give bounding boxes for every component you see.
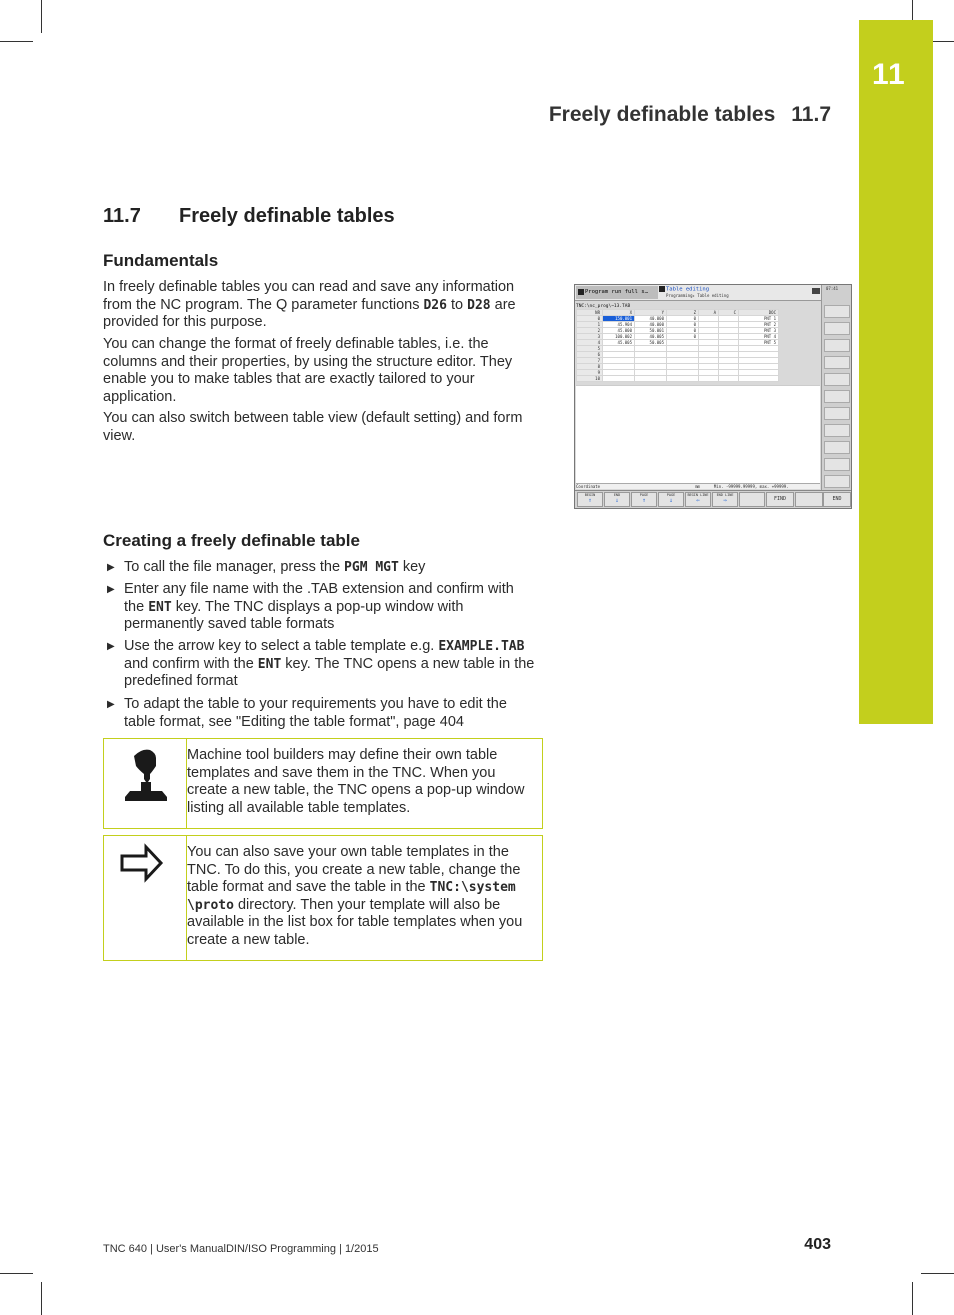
- b2-text-b: key. The TNC displays a pop-up window with permanently saved table formats: [124, 598, 464, 633]
- status-range: Min. -99999.99999, max. +99999.: [713, 484, 789, 489]
- table-cell[interactable]: 10: [577, 376, 603, 382]
- running-head-title: Freely definable tables: [548, 103, 776, 126]
- running-head: [549, 103, 831, 127]
- col-header: A: [699, 310, 719, 316]
- horizontal-softkey-bar: [575, 490, 851, 508]
- running-head-number: 11.7: [791, 103, 831, 126]
- vertical-softkey[interactable]: [824, 390, 850, 403]
- machine-note-box: [103, 738, 543, 829]
- b2-text-a: Enter any file name with the .TAB extension and confirm with the: [124, 581, 514, 615]
- table-cell[interactable]: 0: [667, 322, 699, 328]
- col-header: C: [719, 310, 739, 316]
- tip-arrow-icon: [104, 836, 186, 960]
- bullet-arrow-icon: ▶: [107, 584, 115, 595]
- fundamentals-paragraph-3: You can also switch between table view (default setting) and form view.: [103, 410, 523, 444]
- softkey-begin-line[interactable]: [685, 492, 711, 507]
- table-cell[interactable]: 0: [577, 316, 603, 322]
- p1-text-a: In freely definable tables you can read and save any information from the NC program. The Q parameter functions: [103, 279, 515, 313]
- table-cell[interactable]: [603, 376, 635, 382]
- b3-text-a: Use the arrow key to select a table template e.g.: [124, 638, 439, 654]
- tip-text-b: directory. Then your template will also be available in the list box for table templates when you create a new table.: [187, 896, 523, 948]
- status-field-name: Coordinate: [576, 484, 601, 489]
- p1-text-b: to: [446, 296, 468, 313]
- softkey-end-editor[interactable]: END: [823, 492, 851, 507]
- table-cell[interactable]: 9: [577, 370, 603, 376]
- vertical-softkey[interactable]: [824, 339, 850, 352]
- clock-icon: [812, 288, 820, 294]
- softkey-end[interactable]: [604, 492, 630, 507]
- bullet-arrow-icon: ▶: [107, 641, 115, 652]
- mode-icon: [578, 289, 584, 295]
- tip-text-a: You can also save your own table templates in the TNC. To do this, you create a new table, change the table format and save the table in the: [187, 844, 521, 896]
- crop-mark: [912, 1282, 913, 1315]
- table-cell[interactable]: 8: [577, 364, 603, 370]
- vertical-softkey[interactable]: [824, 407, 850, 420]
- file-path: TNC:\nc_prog\~13.TAB: [576, 304, 631, 309]
- chapter-tab: [859, 20, 933, 724]
- fundamentals-paragraph-2: You can change the format of freely definable tables, i.e. the columns and their properties, by using the structure editor. They enable you to make tables that are exactly tailored to your application.: [103, 336, 513, 405]
- softkey-blank[interactable]: [795, 492, 823, 507]
- key-d28: D28: [467, 297, 491, 313]
- vertical-softkey[interactable]: [824, 305, 850, 318]
- crop-mark: [41, 1282, 42, 1315]
- tip-arrow-icon-svg: [104, 836, 186, 896]
- mode-breadcrumb: Programming▸ Table editing: [666, 293, 729, 298]
- status-line: [576, 483, 820, 489]
- footer-text: TNC 640 | User's ManualDIN/ISO Programming | 1/2015: [103, 1243, 379, 1255]
- table-cell[interactable]: [739, 376, 779, 382]
- softkey-end-line[interactable]: [712, 492, 738, 507]
- list-item: [103, 638, 543, 691]
- b3-text-c: key. The TNC opens a new table in the predefined format: [124, 655, 535, 690]
- mode-right-label: Table editing: [666, 286, 710, 293]
- arrow-down-icon: ⇓: [615, 497, 619, 504]
- vertical-softkey[interactable]: [824, 356, 850, 369]
- table-cell[interactable]: 0: [667, 328, 699, 334]
- softkey-blank[interactable]: [739, 492, 765, 507]
- tnc-screenshot: [574, 284, 852, 509]
- softkey-page-up[interactable]: [631, 492, 657, 507]
- b1-text-a: To call the file manager, press the: [124, 559, 345, 575]
- col-header: Y: [635, 310, 667, 316]
- vertical-softkey[interactable]: [824, 322, 850, 335]
- softkey-label: BEGIN: [584, 493, 596, 497]
- key-ent: ENT: [148, 599, 172, 615]
- bullet-arrow-icon: ▶: [107, 562, 115, 573]
- table-cell[interactable]: PNT 2: [739, 322, 779, 328]
- table-cell[interactable]: PNT 5: [739, 340, 779, 346]
- table-cell[interactable]: [699, 376, 719, 382]
- table-cell[interactable]: 7: [577, 358, 603, 364]
- tip-note-text: [187, 844, 532, 950]
- table-cell[interactable]: 2: [577, 328, 603, 334]
- table-cell[interactable]: 5: [577, 346, 603, 352]
- table-row[interactable]: [577, 376, 779, 382]
- list-item: [103, 581, 523, 634]
- tip-note-box: [103, 835, 543, 961]
- arrow-right-icon: ⇒: [723, 497, 727, 504]
- mode-table-editing: [659, 286, 799, 299]
- vertical-softkey[interactable]: [824, 373, 850, 386]
- table-cell[interactable]: 45.000: [603, 328, 635, 334]
- table-cell[interactable]: 50.001: [635, 328, 667, 334]
- crop-mark: [0, 41, 33, 42]
- crop-mark: [0, 1273, 33, 1274]
- arrow-up-icon: ↑: [642, 497, 646, 504]
- softkey-find[interactable]: FIND: [766, 492, 794, 507]
- p1-text-c: are provided for this purpose.: [103, 296, 516, 331]
- machine-tool-icon: [104, 739, 186, 828]
- table-cell[interactable]: 40.000: [635, 322, 667, 328]
- table-cell[interactable]: 6: [577, 352, 603, 358]
- table-empty-area: [576, 385, 820, 483]
- table-cell[interactable]: 45.005: [603, 340, 635, 346]
- mode-program-run: [576, 286, 658, 299]
- key-example-tab: EXAMPLE.TAB: [438, 639, 525, 654]
- clock-time: 07:41: [826, 286, 839, 291]
- table-cell[interactable]: [719, 376, 739, 382]
- screen-header: [575, 285, 821, 301]
- table-cell[interactable]: 45.904: [603, 322, 635, 328]
- fundamentals-paragraph-1: [103, 279, 543, 332]
- section-title: [103, 205, 395, 228]
- vertical-softkey[interactable]: [824, 441, 850, 454]
- key-pgm-mgt: PGM MGT: [344, 560, 399, 575]
- col-header: X: [603, 310, 635, 316]
- table-cell[interactable]: 40.000: [635, 316, 667, 322]
- vertical-softkey[interactable]: [824, 475, 850, 488]
- machine-tool-icon-svg: [104, 739, 186, 828]
- point-table: [576, 309, 779, 382]
- list-item-text: [124, 581, 523, 634]
- chapter-number: 11: [872, 58, 906, 91]
- b1-text-b: key: [398, 559, 426, 575]
- mode-left-label: Program run full s…: [585, 289, 648, 295]
- table-cell[interactable]: 3: [577, 334, 603, 340]
- status-unit: mm: [695, 484, 700, 489]
- table-cell[interactable]: 100.002: [603, 334, 635, 340]
- crop-mark: [921, 1273, 954, 1274]
- table-cell[interactable]: [667, 376, 699, 382]
- vertical-softkey-bar: [821, 285, 851, 508]
- table-cell[interactable]: 4: [577, 340, 603, 346]
- arrow-left-icon: ⇐: [696, 497, 700, 504]
- fundamentals-heading: Fundamentals: [103, 251, 219, 270]
- key-proto-path: TNC:\system \proto: [187, 880, 516, 913]
- list-item: [103, 559, 543, 577]
- bullet-arrow-icon: ▶: [107, 699, 115, 710]
- key-d26: D26: [423, 297, 447, 313]
- table-cell-selected[interactable]: 150.001: [603, 316, 635, 322]
- table-cell[interactable]: 1: [577, 322, 603, 328]
- section-number: 11.7: [103, 205, 141, 227]
- list-item-text: To adapt the table to your requirements you have to edit the table format, see "Editing the table format", page 404: [124, 696, 507, 730]
- section-title-text: Freely definable tables: [179, 205, 395, 227]
- col-header: Z: [667, 310, 699, 316]
- softkey-begin[interactable]: [577, 492, 603, 507]
- table-cell[interactable]: PNT 1: [739, 316, 779, 322]
- list-item: [103, 696, 523, 731]
- table-cell[interactable]: 40.005: [635, 334, 667, 340]
- softkey-label: END: [613, 493, 621, 497]
- table-cell[interactable]: 0: [667, 334, 699, 340]
- table-cell[interactable]: [635, 376, 667, 382]
- softkey-label: PAGE: [639, 493, 649, 497]
- b3-text-b: and confirm with the: [124, 655, 258, 672]
- list-item-text: [124, 559, 543, 577]
- arrow-up-icon: ⇑: [588, 497, 592, 504]
- softkey-page-down[interactable]: [658, 492, 684, 507]
- table-cell[interactable]: 0: [667, 316, 699, 322]
- page-number: 403: [804, 1236, 831, 1253]
- machine-note-text: Machine tool builders may define their own table templates and save them in the TNC. When you create a new table, the TNC opens a pop-up window listing all available table templates.: [187, 747, 525, 816]
- key-ent: ENT: [257, 656, 282, 672]
- vertical-softkey[interactable]: [824, 458, 850, 471]
- col-header: DOC: [739, 310, 779, 316]
- crop-mark: [41, 0, 42, 33]
- col-header: NR: [577, 310, 603, 316]
- creating-heading: Creating a freely definable table: [103, 531, 360, 550]
- vertical-softkey[interactable]: [824, 424, 850, 437]
- list-item-text: [124, 638, 543, 691]
- softkey-label: PAGE: [666, 493, 676, 497]
- table-cell[interactable]: PNT 3: [739, 328, 779, 334]
- softkey-label: END LINE: [716, 493, 734, 497]
- table-cell[interactable]: 50.005: [635, 340, 667, 346]
- softkey-label: BEGIN LINE: [687, 493, 709, 497]
- mode-icon: [659, 286, 665, 292]
- arrow-down-icon: ↓: [669, 497, 673, 504]
- table-cell[interactable]: PNT 4: [739, 334, 779, 340]
